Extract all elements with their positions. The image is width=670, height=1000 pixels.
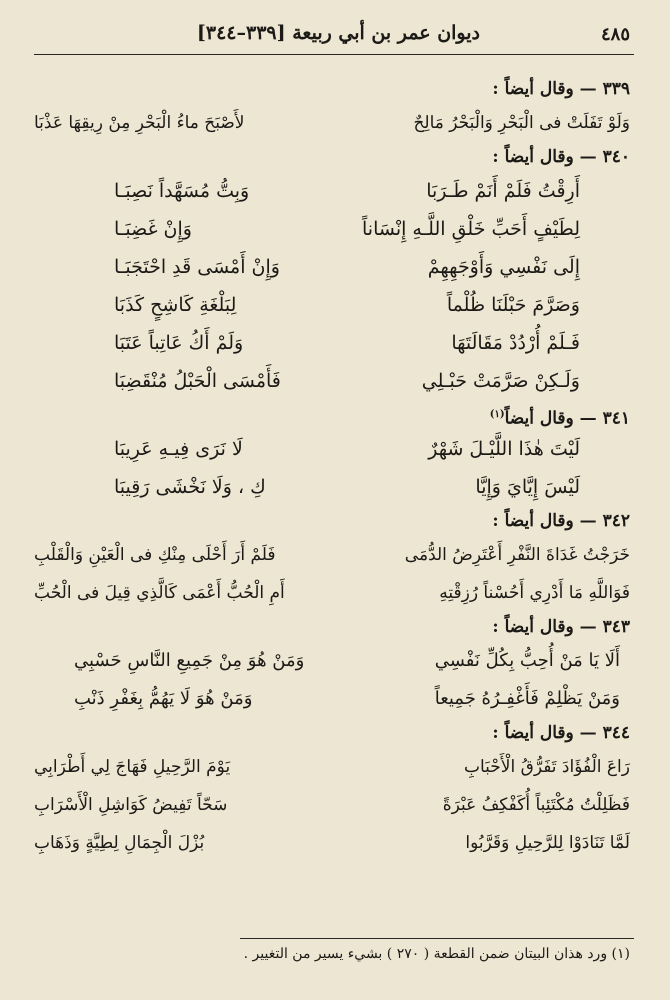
verse-second-hemistich: وَمَنْ هُوَ لَا يَهُمُّ بِغَفْرِ ذَنْبِ [74, 688, 253, 709]
verse-first-hemistich: لَيْتَ هٰذَا اللَّيْـلَ شَهْرٌ [428, 438, 580, 460]
verse-first-hemistich: أَلَا يَا مَنْ أُحِبُّ بِكُلِّ نَفْسِي [434, 650, 620, 671]
poem-heading-340: ٣٤٠ — وقال أيضاً : [492, 147, 630, 167]
verse-line [34, 362, 630, 400]
verse-line [34, 642, 630, 680]
verse-first-hemistich: فَوَاللَّهِ مَا أَدْرِي أَحُسْناً رُزِقْتِهِ [439, 583, 630, 603]
verse-second-hemistich: وَبِتُّ مُسَهَّداً نَصِبَـا [114, 180, 250, 202]
verse-second-hemistich: فَلَمْ أَرَ أَحْلَى مِنْكِ فى الْعَيْنِ وَالْقَلْبِ [34, 545, 276, 565]
poem-heading-343: ٣٤٣ — وقال أيضاً : [492, 617, 630, 637]
verse-line [34, 286, 630, 324]
verse-first-hemistich: فَظَلِلْتُ مُكْتَئِباً أُكَفْكِفُ عَبْرَةً [442, 795, 630, 815]
verse-line [34, 104, 630, 142]
footnote-marker: (١) [489, 409, 505, 420]
verse-first-hemistich: خَرَجْتُ غَدَاةَ النَّفْرِ أَعْتَرِضُ الدُّمَى [404, 545, 630, 565]
verse-second-hemistich: أَمِ الْحُبُّ أَعْمَى كَالَّذِي قِيلَ فى الْحُبِّ [34, 583, 285, 603]
verse-first-hemistich: فَـلَمْ أُرْدُدْ مَقَالَتَهَا [451, 332, 580, 354]
verse-first-hemistich: أَرِقْتُ فَلَمْ أَنَمْ طَـرَبَا [426, 180, 580, 202]
verse-line [34, 786, 630, 824]
verse-second-hemistich: وَمَنْ هُوَ مِنْ جَمِيعِ النَّاسِ حَسْبِي [74, 650, 305, 671]
verse-first-hemistich: وَلَـكِنْ صَرَّمَتْ حَبْـلِي [421, 370, 580, 392]
verse-line [34, 248, 630, 286]
verse-line [34, 680, 630, 718]
poem-heading-339: ٣٣٩ — وقال أيضاً : [492, 79, 630, 99]
verse-second-hemistich: وَلَمْ أَكُ عَاتِباً عَتَبَا [114, 332, 244, 354]
footnote-rule [240, 938, 634, 939]
verse-second-hemistich: بُزْلَ الْجِمَالِ لِطِيَّةٍ وَذَهَابِ [34, 833, 205, 853]
verse-first-hemistich: إِلَى نَفْسِي وَأَوْجَهِهِمْ [427, 256, 580, 278]
verse-first-hemistich: لِطَيْفٍ أَحَبِّ خَلْقِ اللَّـهِ إِنْسَاناً [362, 218, 580, 240]
verse-second-hemistich: وَإِنْ غَضِبَـا [114, 218, 192, 240]
footnote: (١) ورد هذان البيتان ضمن القطعة ( ٢٧٠ ) بشيء يسير من التغيير . [243, 946, 630, 962]
verse-first-hemistich: وَصَرَّمَ حَبْلَنَا ظُلْماً [446, 294, 580, 316]
verse-second-hemistich: لأَصْبَحَ ماءُ الْبَحْرِ مِنْ رِيقِهَا عَذْبَا [34, 113, 245, 133]
heading-text: ٣٤١ — وقال أيضاً [504, 408, 630, 429]
verse-line [34, 574, 630, 612]
poem-heading-342: ٣٤٢ — وقال أيضاً : [492, 511, 630, 531]
header-rule [34, 54, 634, 55]
page-number: ٤٨٥ [600, 24, 630, 45]
verse-second-hemistich: وَإِنْ أَمْسَى قَدِ احْتَجَبَـا [114, 256, 280, 278]
verse-line [34, 210, 630, 248]
verse-line [34, 824, 630, 862]
page-header [60, 22, 630, 52]
verse-first-hemistich: وَمَنْ يَظْلِمْ فَأَغْفِـرُهُ جَمِيعاً [434, 688, 620, 709]
verse-line [34, 536, 630, 574]
verse-line [34, 430, 630, 468]
verse-line [34, 748, 630, 786]
verse-second-hemistich: لِبَلْغَةِ كَاشِحٍ كَذَبَا [114, 294, 237, 316]
verse-second-hemistich: يَوْمَ الرَّحِيلِ فَهَاجَ لِي أَطْرَابِي [34, 757, 231, 777]
verse-first-hemistich: لَيْسَ إِيَّايَ وَإِيَّا [475, 476, 580, 498]
verse-first-hemistich: وَلَوْ تَفَلَتْ فى الْبَحْرِ وَالْبَحْرُ مَالِحٌ [413, 113, 630, 133]
verse-first-hemistich: لَمَّا تَنَادَوْا لِلرَّحِيلِ وَقَرَّبُوا [465, 833, 630, 853]
poem-heading-344: ٣٤٤ — وقال أيضاً : [492, 723, 630, 743]
poem-heading-341 [34, 400, 630, 430]
verse-first-hemistich: رَاعَ الْفُؤَادَ تَفَرُّقُ الْأَحْبَابِ [463, 757, 630, 777]
verse-line [34, 324, 630, 362]
running-title: ديوان عمر بن أبي ربيعة [٣٣٩–٣٤٤] [196, 22, 480, 44]
verse-line [34, 172, 630, 210]
verse-second-hemistich: لَا نَرَى فِيـهِ عَرِيبَا [114, 438, 243, 460]
poem-content [34, 74, 630, 862]
verse-second-hemistich: سَحّاً تَفِيضُ كَوَاشِلِ الْأَسْرَابِ [34, 795, 228, 815]
verse-line [34, 468, 630, 506]
verse-second-hemistich: كِ ، وَلَا نَخْشَى رَقِيبَا [114, 476, 266, 498]
verse-second-hemistich: فَأَمْسَى الْحَبْلُ مُنْقَضِبَا [114, 370, 281, 392]
